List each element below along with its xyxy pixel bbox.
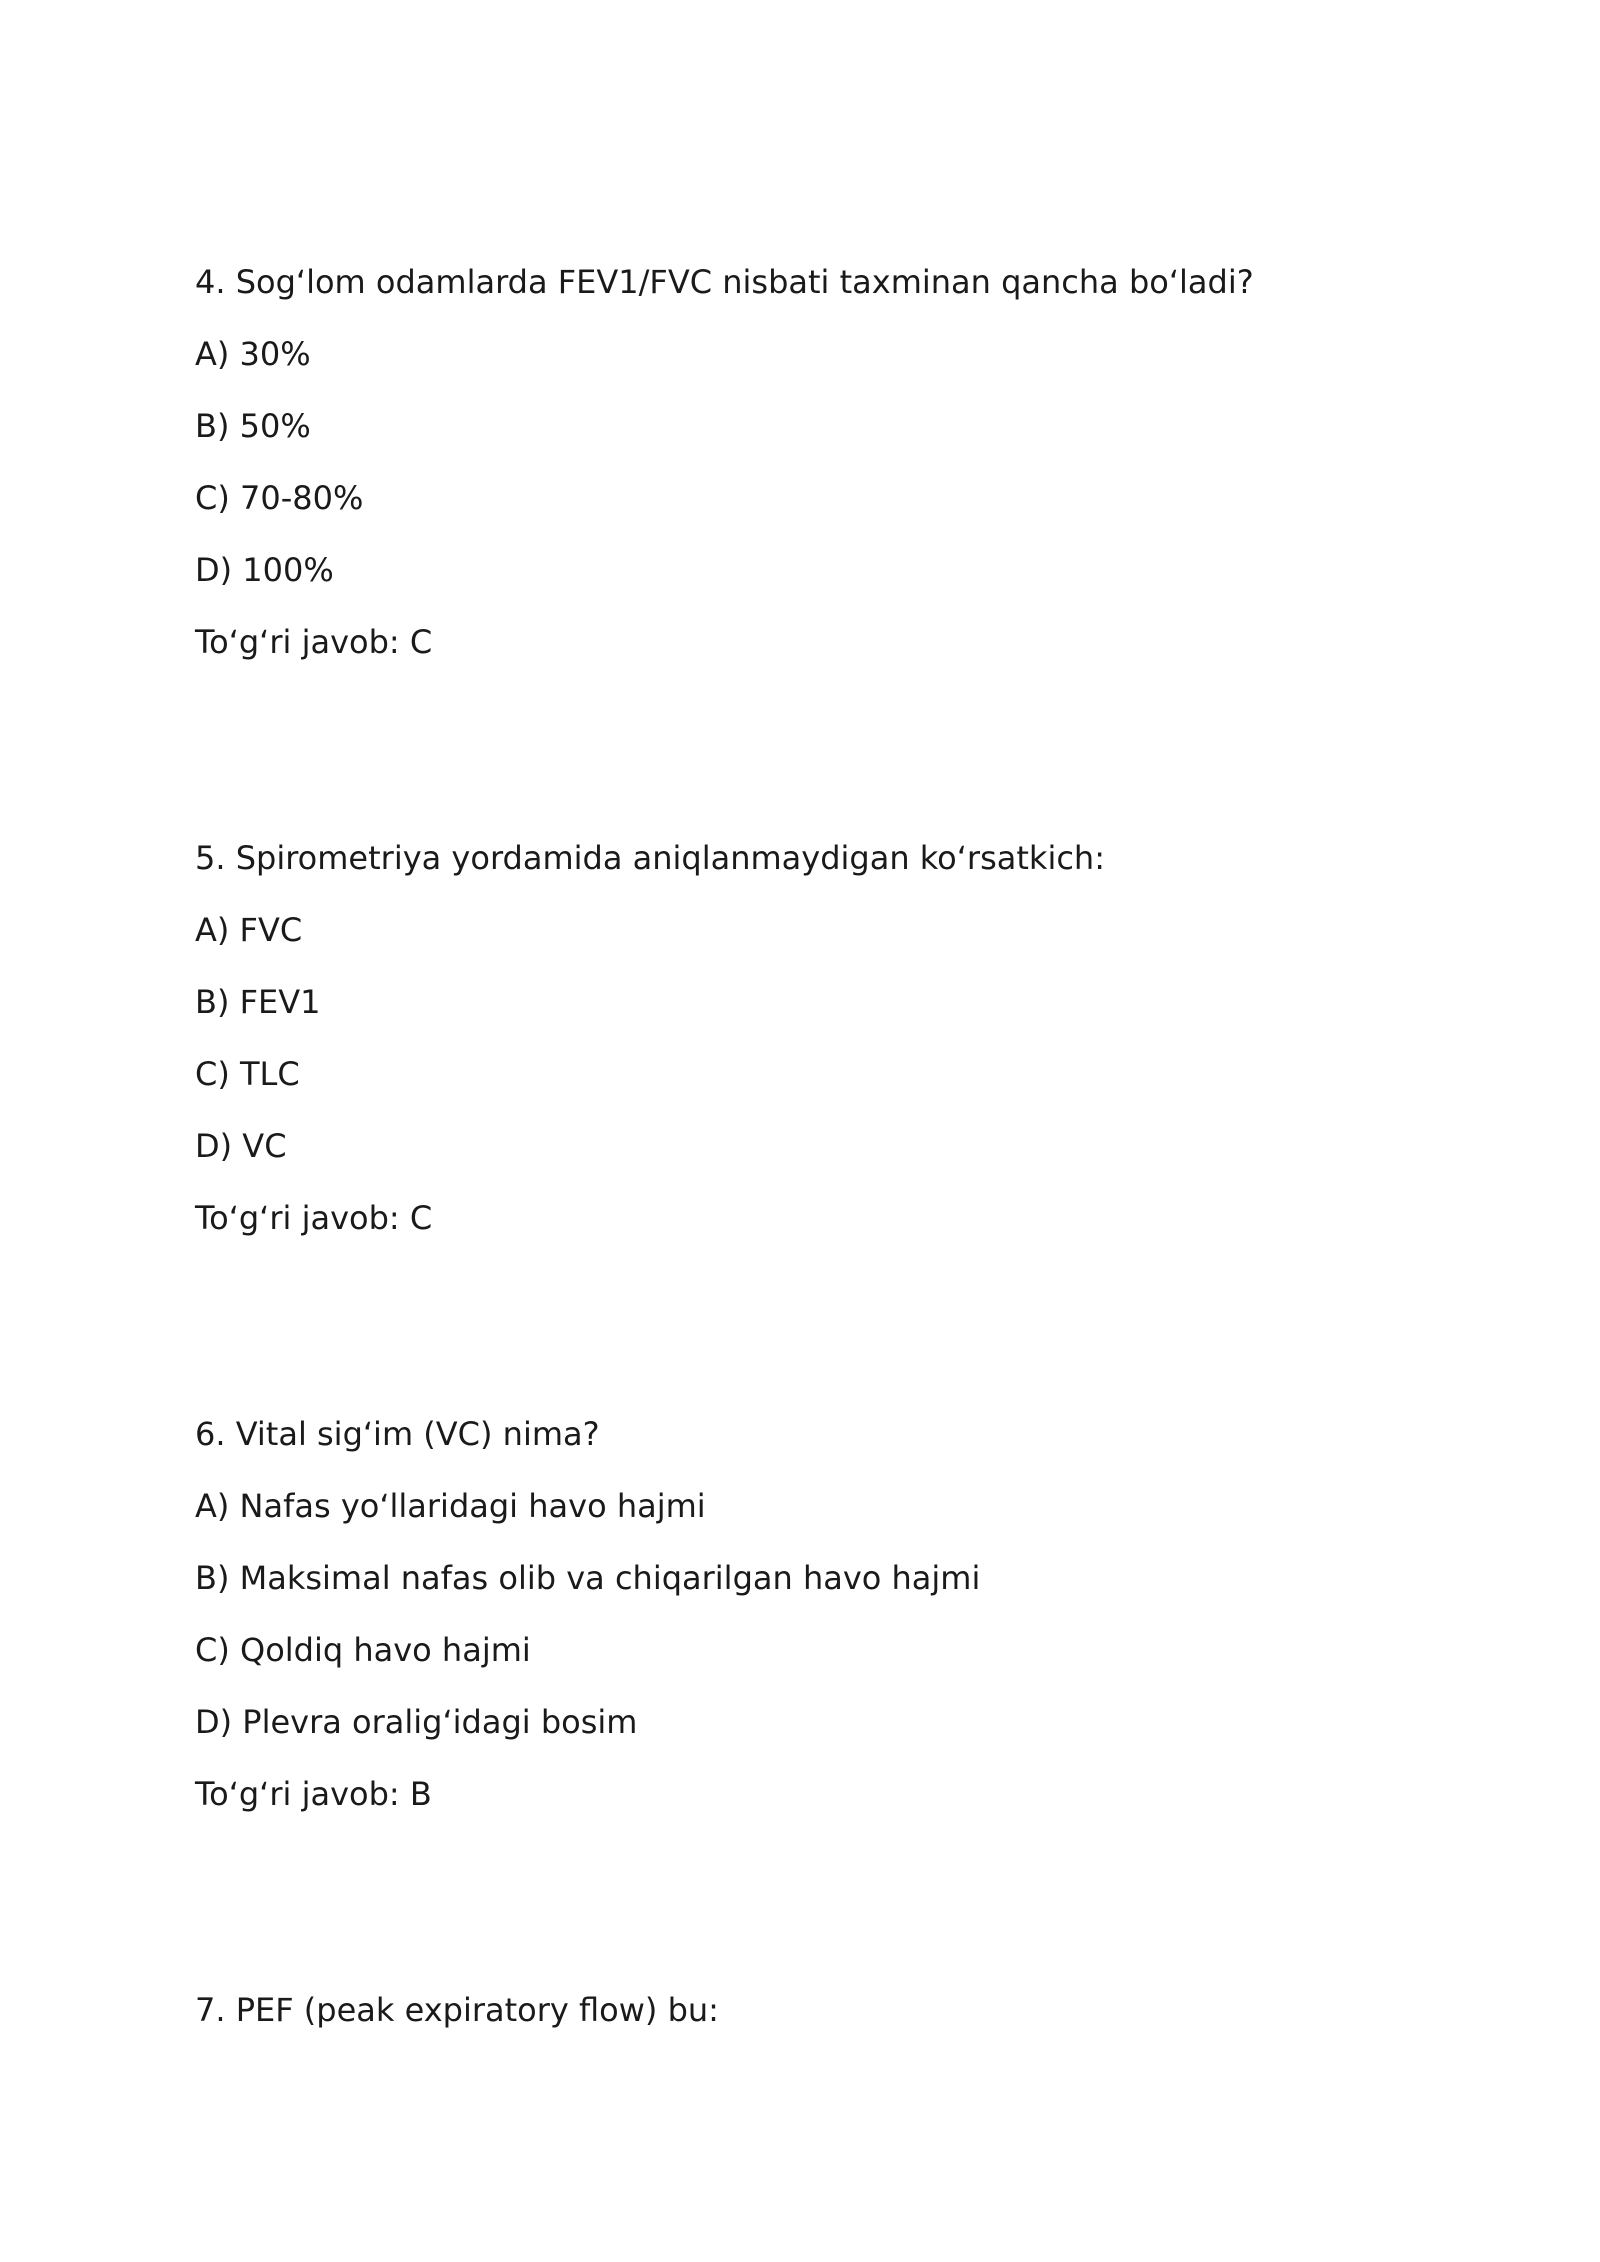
option-c: C) 70-80%: [195, 479, 364, 517]
document-content: [195, 262, 1445, 2030]
option-c: C) TLC: [195, 1055, 300, 1093]
question-4: [195, 262, 1445, 662]
correct-answer: To‘g‘ri javob: B: [195, 1775, 432, 1813]
spacer: [195, 662, 1445, 838]
question-7: [195, 1990, 1445, 2030]
question-text: 4. Sog‘lom odamlarda FEV1/FVC nisbati taxminan qancha bo‘ladi?: [195, 263, 1254, 301]
option-d: D) Plevra oralig‘idagi bosim: [195, 1703, 638, 1741]
option-d: D) VC: [195, 1127, 287, 1165]
question-text: 7. PEF (peak expiratory flow) bu:: [195, 1991, 719, 2029]
option-b: B) Maksimal nafas olib va chiqarilgan havo hajmi: [195, 1559, 981, 1597]
question-text: 6. Vital sig‘im (VC) nima?: [195, 1415, 600, 1453]
option-b: B) 50%: [195, 407, 311, 445]
option-a: A) FVC: [195, 911, 303, 949]
option-c: C) Qoldiq havo hajmi: [195, 1631, 531, 1669]
question-6: [195, 1414, 1445, 1814]
correct-answer: To‘g‘ri javob: C: [195, 623, 433, 661]
question-text: 5. Spirometriya yordamida aniqlanmaydigan ko‘rsatkich:: [195, 839, 1105, 877]
question-5: [195, 838, 1445, 1238]
option-a: A) 30%: [195, 335, 311, 373]
option-a: A) Nafas yo‘llaridagi havo hajmi: [195, 1487, 706, 1525]
option-b: B) FEV1: [195, 983, 321, 1021]
spacer: [195, 1814, 1445, 1990]
option-d: D) 100%: [195, 551, 334, 589]
spacer: [195, 1238, 1445, 1414]
correct-answer: To‘g‘ri javob: C: [195, 1199, 433, 1237]
